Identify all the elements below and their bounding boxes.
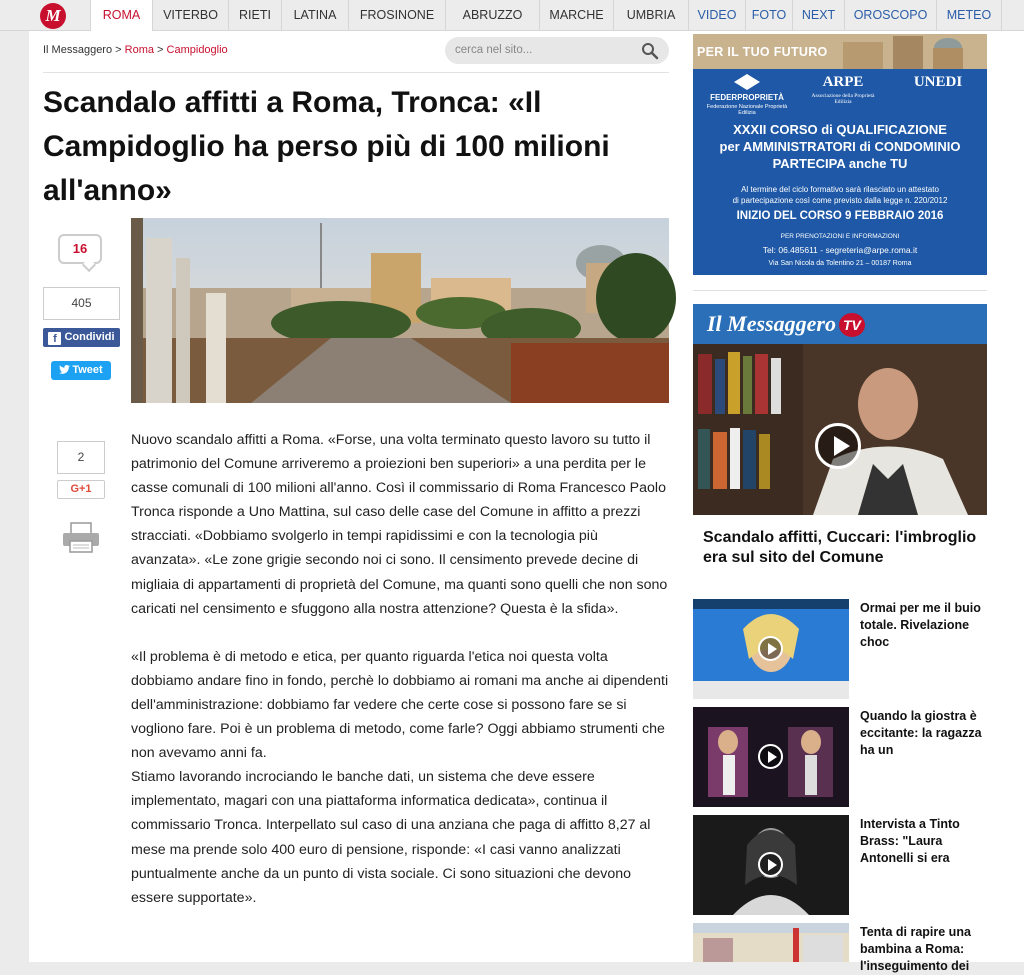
- twitter-icon: [59, 365, 70, 374]
- search-icon[interactable]: [641, 42, 659, 60]
- divider: [43, 72, 669, 73]
- tv-badge: TV: [839, 313, 865, 337]
- messaggero-tv-logo: Il Messaggero TV: [707, 311, 865, 337]
- search-placeholder: cerca nel sito...: [455, 44, 533, 56]
- breadcrumb-roma[interactable]: Roma: [124, 44, 154, 56]
- ad-header: [693, 34, 987, 69]
- tweet-button[interactable]: [51, 361, 111, 380]
- divider: [693, 290, 987, 291]
- facebook-share-label: Condividi: [64, 331, 115, 343]
- nav-item-roma[interactable]: ROMA: [90, 0, 152, 31]
- article-title: Scandalo affitti a Roma, Tronca: «Il Campidoglio ha perso più di 100 milioni all'anno»: [43, 86, 610, 207]
- nav-item-meteo[interactable]: METEO: [936, 0, 1002, 31]
- breadcrumb-campidoglio[interactable]: Campidoglio: [166, 44, 228, 56]
- facebook-share-button[interactable]: [43, 328, 120, 347]
- nav-item-foto[interactable]: FOTO: [745, 0, 792, 31]
- top-navigation: [0, 0, 1024, 31]
- ad-contact: Tel: 06.485611 - segreteria@arpe.roma.it: [762, 245, 918, 255]
- video-thumbnail[interactable]: [693, 707, 849, 807]
- nav-item-umbria[interactable]: UMBRIA: [613, 0, 688, 31]
- video-title[interactable]: Intervista a Tinto Brass: "Laura Antonelli si era: [860, 817, 960, 865]
- article-body: [131, 428, 671, 934]
- video-list-item[interactable]: [693, 707, 987, 807]
- breadcrumb: [43, 44, 228, 56]
- video-title[interactable]: Quando la giostra è eccitante: la ragazza ha un: [860, 709, 982, 757]
- ad-tagline: PER IL TUO FUTURO: [697, 45, 828, 59]
- breadcrumb-separator: >: [153, 44, 167, 56]
- gplus-button[interactable]: G+1: [57, 480, 105, 499]
- video-list-item[interactable]: [693, 815, 987, 915]
- ad-address: Via San Nicola da Tolentino 21 – 00187 Roma: [768, 260, 912, 267]
- article-paragraph: Nuovo scandalo affitti a Roma. «Forse, una volta terminato questo lavoro su tutto il patrimonio del Comune arriveremo a proiezioni ben superiori» a una perdita per le casse comunali di 100 milioni all'anno. Così il commissario di Roma Francesco Paolo Tronca risponde a Uno Mattina, sul caso delle case del Comune in affitto a prezzi stracciati. «Dobbiamo svolgerlo in tempi rapidissimi e con la tecnologia più avanzata». «Le zone grigie secondo noi ci sono. Il censimento prevede decine di migliaia di appartamenti di proprietà del Comune, ma quanti sono quelli che non sono caricati nel censimento e sfuggono alla nostra attenzione? Questa è la sfida».: [131, 432, 668, 617]
- nav-item-frosinone[interactable]: FROSINONE: [348, 0, 445, 31]
- article-paragraph: «Il problema è di metodo e etica, per quanto riguarda l'etica noi questa volta dobbiamo andare fino in fondo, perchè lo dobbiamo ai romani ma anche ai dipendenti dell'amministrazione: dobbiamo far vedere che certe cose si possono fare se si vogliono fare. Poi è un problema di metodo, come farle? Oggi abbiamo strumenti che non avevamo anni fa.: [131, 648, 669, 762]
- gplus-count: 2: [57, 441, 105, 474]
- tweet-label: Tweet: [72, 364, 103, 376]
- ad-info-label: PER PRENOTAZIONI E INFORMAZIONI: [780, 233, 900, 240]
- nav-item-video[interactable]: VIDEO: [688, 0, 745, 31]
- federproprieta-icon: [734, 74, 760, 90]
- ad-start-date: INIZIO DEL CORSO 9 FEBBRAIO 2016: [736, 210, 944, 222]
- video-title[interactable]: Tenta di rapire una bambina a Roma: l'inseguimento dei: [860, 925, 971, 973]
- search-input[interactable]: [445, 37, 669, 64]
- advertisement-banner[interactable]: [693, 34, 987, 275]
- nav-item-rieti[interactable]: RIETI: [228, 0, 281, 31]
- facebook-icon: f: [48, 332, 61, 345]
- messaggero-tv-header[interactable]: [693, 304, 987, 344]
- nav-item-next[interactable]: NEXT: [792, 0, 844, 31]
- play-icon[interactable]: [758, 852, 783, 877]
- nav-item-latina[interactable]: LATINA: [281, 0, 348, 31]
- right-sidebar: [683, 31, 1024, 973]
- breadcrumb-separator: >: [112, 44, 125, 56]
- article-photo[interactable]: [131, 218, 669, 403]
- featured-video[interactable]: [693, 344, 987, 515]
- video-thumbnail[interactable]: [693, 923, 849, 962]
- nav-item-viterbo[interactable]: VITERBO: [152, 0, 228, 31]
- arpe-logo: ARPE Associazione della Proprietà Edilizia: [811, 74, 875, 105]
- unedi-logo: UNEDI: [913, 74, 963, 90]
- logo-icon[interactable]: M: [40, 3, 66, 29]
- video-title[interactable]: Ormai per me il buio totale. Rivelazione choc: [860, 601, 981, 649]
- play-icon[interactable]: [758, 636, 783, 661]
- ad-logos: [693, 74, 987, 116]
- featured-video-title[interactable]: Scandalo affitti, Cuccari: l'imbroglio era sul sito del Comune: [703, 529, 977, 566]
- article-paragraph: Stiamo lavorando incrociando le banche dati, un sistema che deve essere implementato, magari con una piattaforma informatica dedicata», continua il commissario Tronca. Interpellato sul caso di una anziana che paga di affitto 8,27 al mese ma prende solo 400 euro di pensione, risponde: «I casi vanno analizzati puntualmente anche da un punto di vista sociale. Ci sono situazioni che devono essere supportate».: [131, 769, 651, 906]
- video-list-item[interactable]: [693, 923, 987, 973]
- video-thumbnail[interactable]: [693, 815, 849, 915]
- ad-note: Al termine del ciclo formativo sarà rilasciato un attestato di partecipazione così come previsto dalla legge n. 220/2012: [732, 185, 948, 205]
- ad-headline: XXXII CORSO di QUALIFICAZIONE per AMMINISTRATORI di CONDOMINIO PARTECIPA anche TU: [719, 122, 961, 171]
- facebook-share-count: 405: [43, 287, 120, 320]
- comments-count[interactable]: 16: [58, 234, 102, 264]
- federproprieta-logo: FEDERPROPRIETÀ Federazione Nazionale Proprietà Edilizia: [701, 74, 793, 116]
- video-list-item[interactable]: [693, 599, 987, 699]
- play-icon[interactable]: [758, 744, 783, 769]
- article-column: [29, 31, 683, 962]
- nav-item-abruzzo[interactable]: ABRUZZO: [445, 0, 539, 31]
- play-icon[interactable]: [815, 423, 861, 469]
- breadcrumb-home[interactable]: Il Messaggero: [43, 44, 113, 56]
- nav-item-oroscopo[interactable]: OROSCOPO: [844, 0, 936, 31]
- print-icon[interactable]: [61, 521, 101, 553]
- nav-item-marche[interactable]: MARCHE: [539, 0, 613, 31]
- video-thumbnail[interactable]: [693, 599, 849, 699]
